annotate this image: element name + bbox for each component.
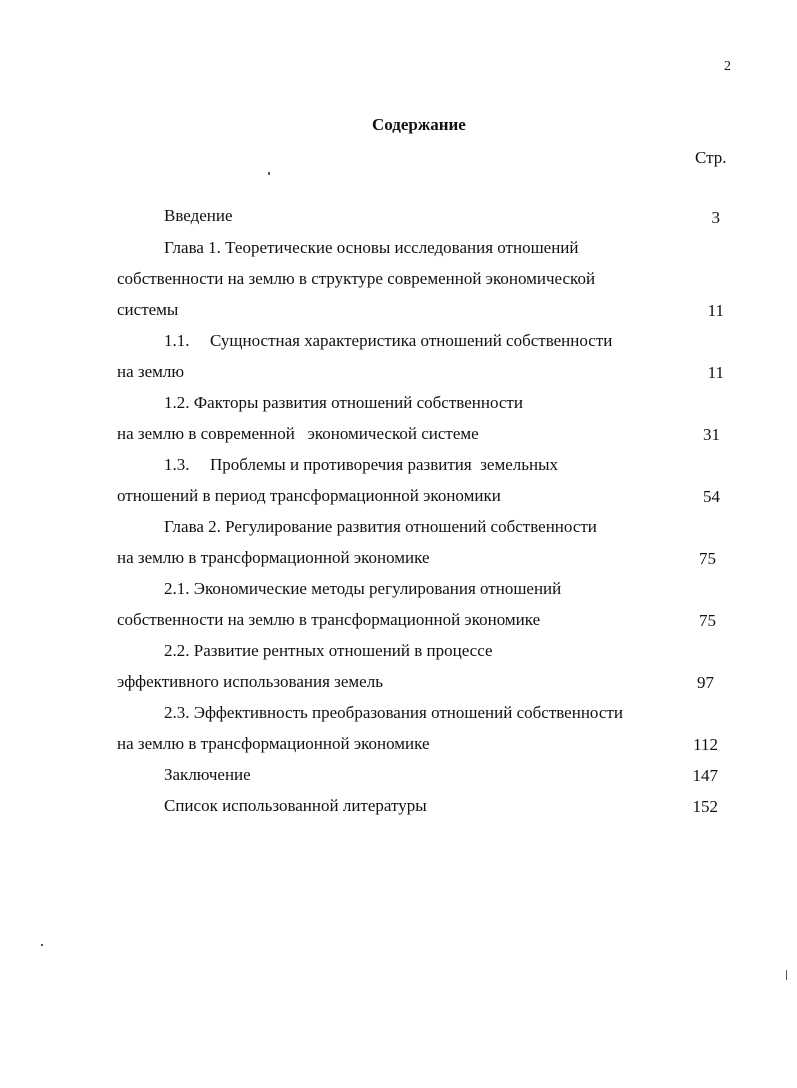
toc-section-number: 1.1. <box>164 331 190 350</box>
toc-page-section-1-1: 11 <box>707 363 724 382</box>
toc-entry-chapter2-line1: Глава 2. Регулирование развития отношений собственности <box>164 517 597 536</box>
toc-entry-references: Список использованной литературы <box>164 796 427 815</box>
toc-entry-section-2-3-line2: на землю в трансформационной экономике <box>117 734 430 753</box>
page-column-label: Стр. <box>695 148 727 167</box>
toc-page-chapter2: 75 <box>699 549 716 568</box>
toc-entry-intro: Введение <box>164 206 233 225</box>
scan-speck <box>268 172 270 175</box>
toc-page-section-2-3: 112 <box>693 735 718 754</box>
toc-page-section-1-2: 31 <box>703 425 720 444</box>
toc-page-section-1-3: 54 <box>703 487 720 506</box>
toc-entry-conclusion: Заключение <box>164 765 251 784</box>
page-number: 2 <box>724 59 731 74</box>
page-title: Содержание <box>372 115 466 134</box>
toc-entry-chapter1-line1: Глава 1. Теоретические основы исследования отношений <box>164 238 579 257</box>
toc-entry-section-1-2-line1: 1.2. Факторы развития отношений собственности <box>164 393 523 412</box>
toc-page-section-2-2: 97 <box>697 673 714 692</box>
toc-entry-section-2-1-line1: 2.1. Экономические методы регулирования отношений <box>164 579 562 598</box>
scan-speck <box>41 944 43 946</box>
toc-page-intro: 3 <box>711 208 720 227</box>
toc-entry-section-2-3-line1: 2.3. Эффективность преобразования отношений собственности <box>164 703 623 722</box>
toc-entry-section-2-2-line2: эффективного использования земель <box>117 672 383 691</box>
toc-entry-section-1-3-line1 <box>164 455 558 475</box>
toc-section-text: Проблемы и противоречия развития земельных <box>210 455 559 474</box>
toc-entry-section-1-1-line2: на землю <box>117 362 185 381</box>
toc-entry-section-1-1-line1 <box>164 331 612 351</box>
toc-entry-section-2-2-line1: 2.2. Развитие рентных отношений в процессе <box>164 641 493 660</box>
toc-entry-section-1-3-line2: отношений в период трансформационной экономики <box>117 486 501 505</box>
scan-speck <box>786 970 787 980</box>
toc-page-section-2-1: 75 <box>699 611 716 630</box>
toc-page-references: 152 <box>692 797 718 816</box>
toc-entry-chapter1-line3: системы <box>117 300 179 319</box>
toc-entry-chapter2-line2: на землю в трансформационной экономике <box>117 548 430 567</box>
toc-page-chapter1: 11 <box>707 301 724 320</box>
toc-entry-section-1-2-line2: на землю в современной экономической системе <box>117 424 479 443</box>
toc-entry-chapter1-line2: собственности на землю в структуре современной экономической <box>117 269 596 288</box>
toc-entry-section-2-1-line2: собственности на землю в трансформационной экономике <box>117 610 541 629</box>
toc-section-number: 1.3. <box>164 455 190 474</box>
toc-section-text: Сущностная характеристика отношений собственности <box>210 331 613 350</box>
toc-page-conclusion: 147 <box>692 766 718 785</box>
